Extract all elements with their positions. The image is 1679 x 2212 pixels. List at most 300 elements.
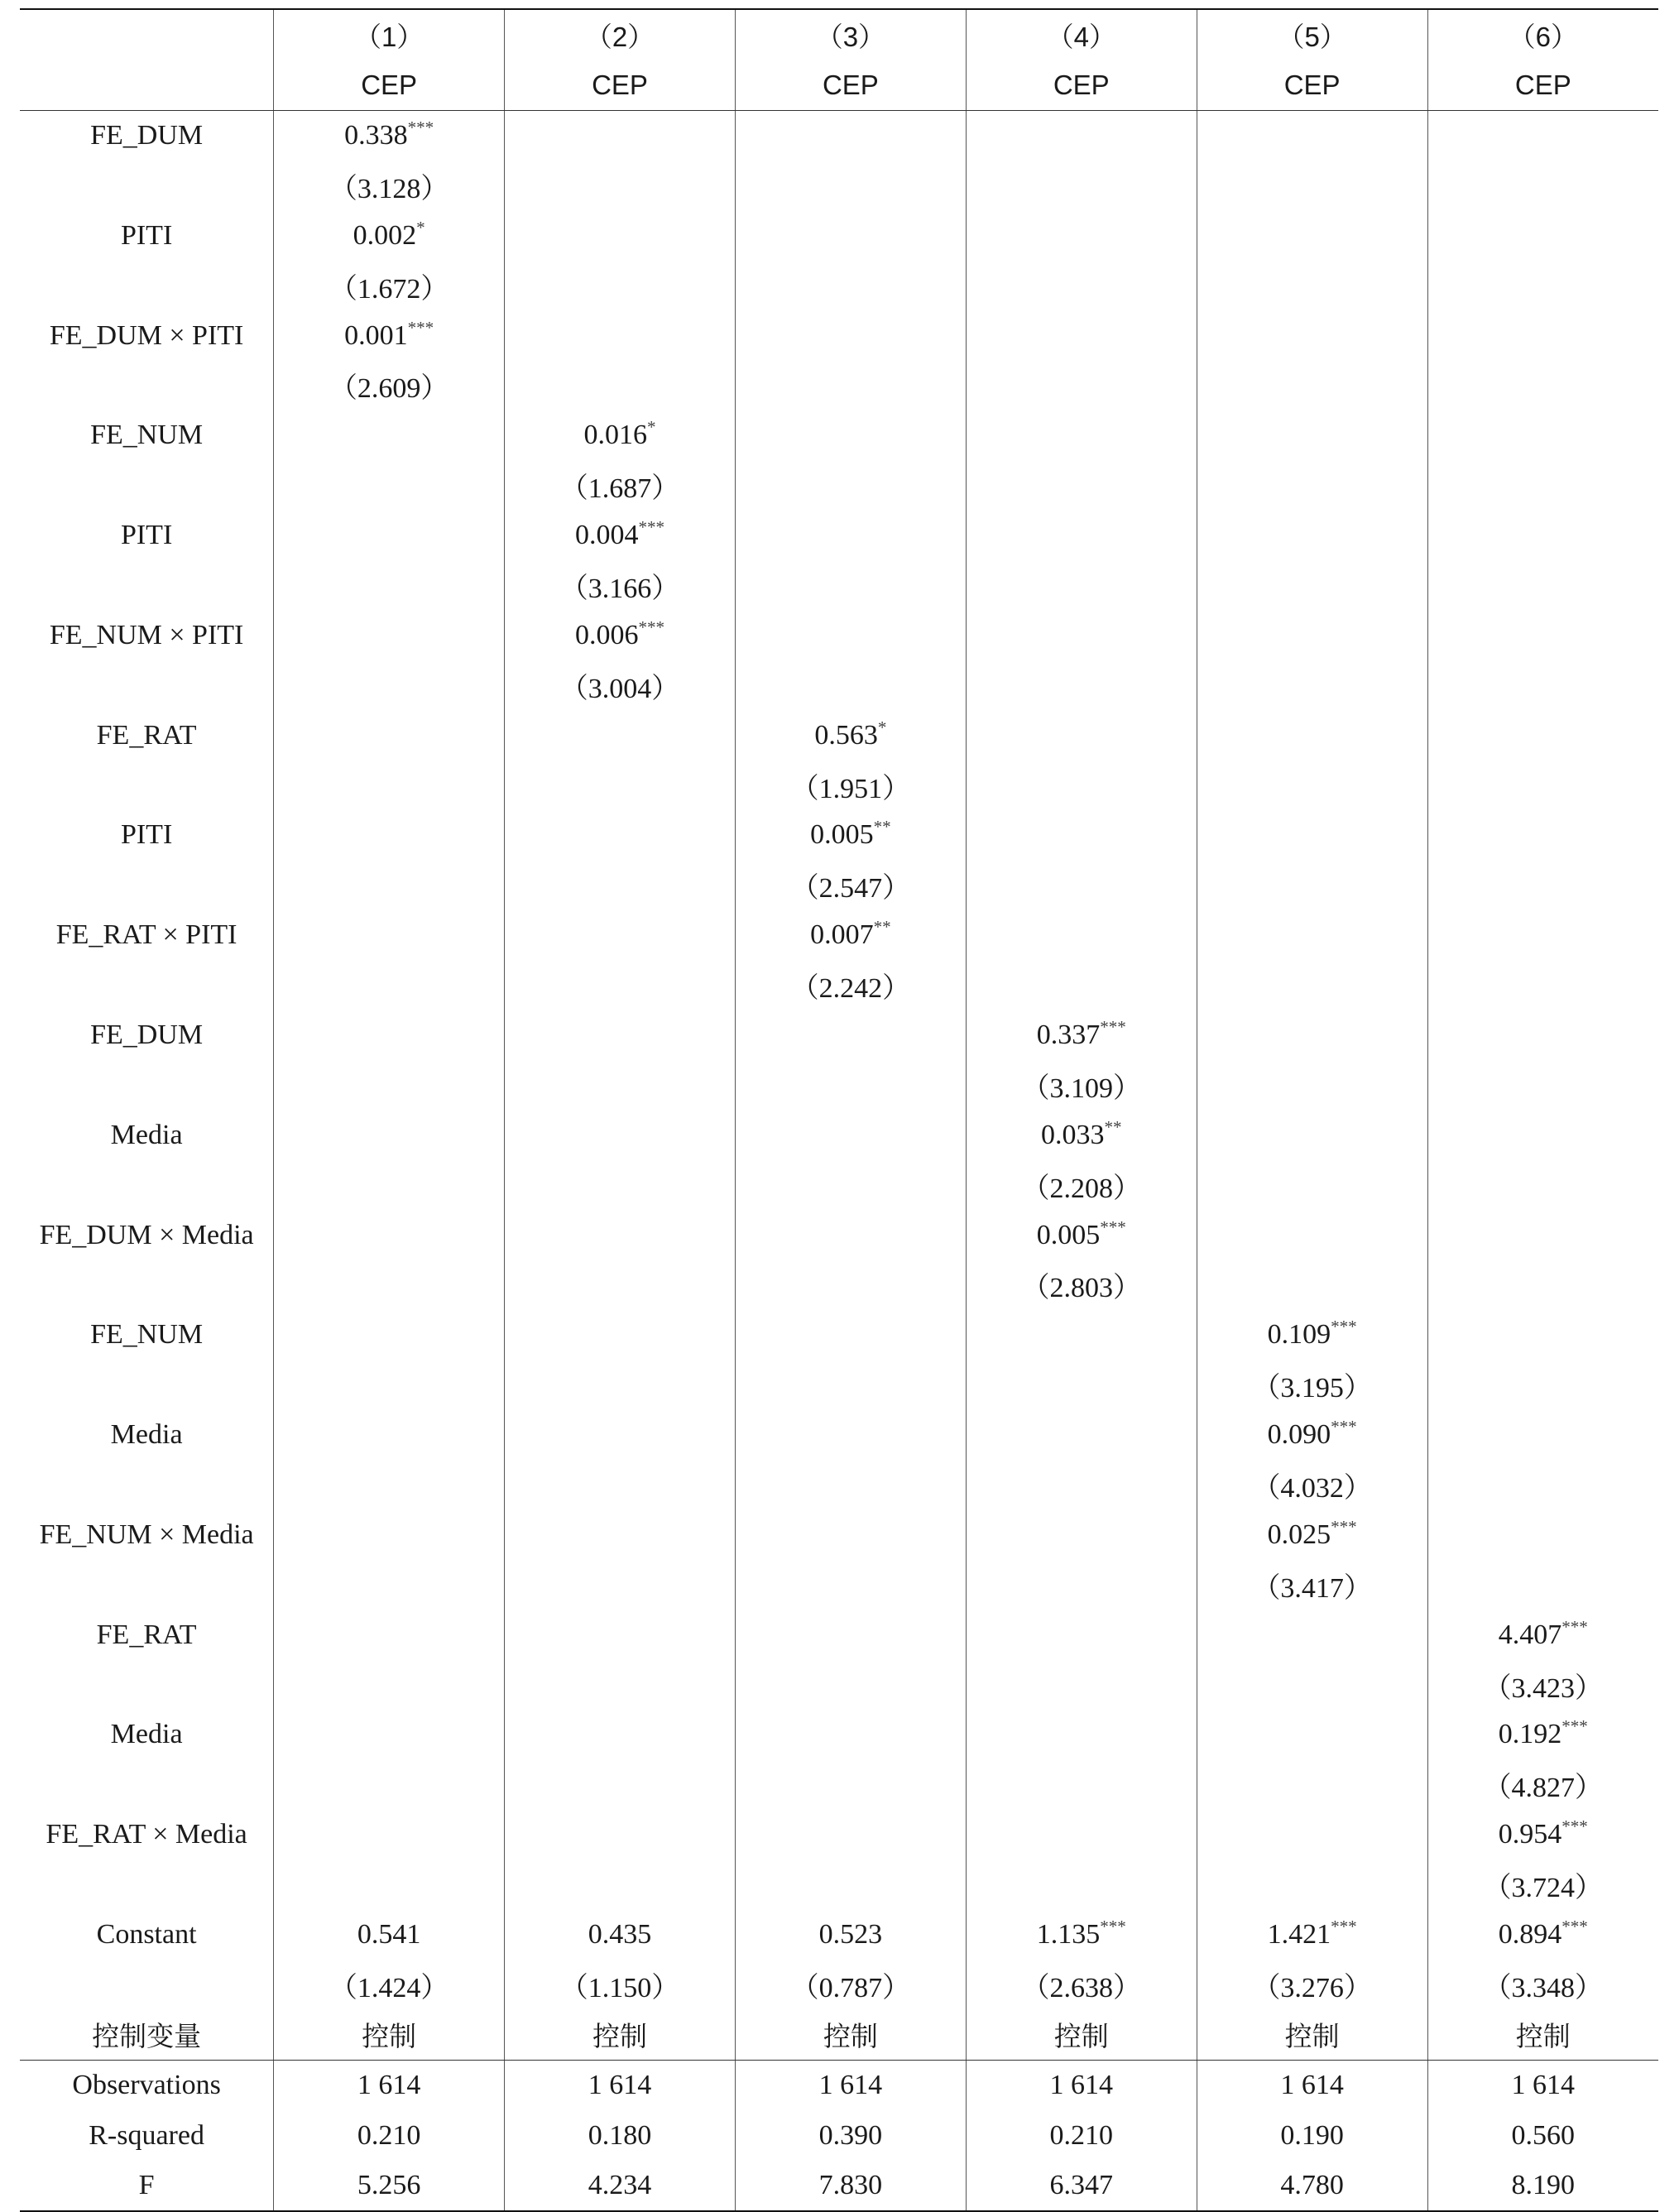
cell-value: 控制 — [1284, 2020, 1340, 2053]
table-cell — [1427, 2061, 1658, 2111]
table-cell — [1197, 611, 1427, 660]
cell-value: 4.407 — [1498, 1619, 1562, 1650]
table-cell — [505, 2061, 736, 2111]
table-cell — [735, 1560, 966, 1610]
table-cell — [1427, 560, 1658, 610]
table-cell — [274, 110, 505, 161]
table-cell — [966, 1710, 1197, 1759]
table-cell — [1427, 710, 1658, 760]
table-cell — [735, 1510, 966, 1560]
cell-value: （1.687） — [559, 473, 680, 505]
table-cell — [735, 1410, 966, 1460]
table-cell — [274, 861, 505, 910]
significance-stars: ** — [1104, 1116, 1122, 1137]
table-cell — [505, 1610, 736, 1660]
cell-value: 0.006 — [574, 619, 639, 650]
table-cell — [1427, 810, 1658, 860]
cell-value: 1 614 — [588, 2070, 652, 2101]
table-cell — [1197, 511, 1427, 560]
table-cell — [966, 1260, 1197, 1310]
table-row — [20, 861, 1658, 910]
dependent-variable: CEP — [274, 60, 505, 110]
table-cell — [1197, 1560, 1427, 1610]
table-cell — [274, 611, 505, 660]
table-cell — [274, 560, 505, 610]
table-cell — [274, 1960, 505, 2009]
table-cell — [966, 560, 1197, 610]
table-cell — [1427, 861, 1658, 910]
table-cell — [1197, 810, 1427, 860]
table-row — [20, 1960, 1658, 2009]
table-cell — [505, 1560, 736, 1610]
table-cell — [1427, 960, 1658, 1010]
table-cell — [1197, 1410, 1427, 1460]
cell-value: （2.547） — [790, 873, 911, 904]
table-cell — [505, 1710, 736, 1759]
table-cell — [1197, 1810, 1427, 1859]
row-label: FE_RAT × Media — [46, 1819, 247, 1850]
table-cell — [1197, 261, 1427, 310]
significance-stars: * — [646, 417, 656, 438]
row-label: FE_NUM × Media — [39, 1519, 254, 1550]
table-cell — [966, 161, 1197, 210]
regression-table-body — [20, 9, 1658, 2211]
cell-value: 0.002 — [353, 219, 417, 251]
table-cell — [1427, 761, 1658, 810]
table-cell — [274, 1859, 505, 1909]
table-cell — [735, 1360, 966, 1410]
table-cell — [274, 261, 505, 310]
significance-stars: * — [416, 217, 425, 238]
table-cell — [1427, 361, 1658, 410]
table-cell — [966, 960, 1197, 1010]
row-label: PITI — [120, 819, 173, 851]
table-cell — [1197, 161, 1427, 210]
table-cell — [966, 1410, 1197, 1460]
significance-stars: *** — [1561, 1716, 1588, 1737]
table-cell — [735, 2161, 966, 2211]
table-cell — [505, 660, 736, 710]
table-cell — [505, 710, 736, 760]
cell-value: 控制 — [1053, 2020, 1109, 2053]
table-cell — [966, 761, 1197, 810]
row-label: Media — [110, 1419, 183, 1451]
table-cell — [505, 960, 736, 1010]
cell-value: 0.192 — [1498, 1719, 1562, 1750]
cell-value: 1 614 — [357, 2070, 421, 2101]
table-cell — [505, 410, 736, 460]
row-label: PITI — [120, 219, 173, 251]
table-cell — [1197, 1310, 1427, 1360]
table-cell — [505, 2161, 736, 2211]
table-cell — [1427, 1160, 1658, 1210]
cell-value: 0.390 — [818, 2119, 883, 2151]
significance-stars: ** — [873, 817, 891, 837]
table-cell — [274, 2010, 505, 2061]
table-cell — [1197, 1160, 1427, 1210]
table-row — [20, 810, 1658, 860]
table-cell — [1197, 1960, 1427, 2009]
cell-value: （1.150） — [559, 1972, 680, 2003]
table-cell — [966, 1610, 1197, 1660]
table-cell — [1427, 310, 1658, 360]
table-cell — [274, 761, 505, 810]
table-cell — [274, 1010, 505, 1060]
table-cell — [505, 810, 736, 860]
table-row — [20, 261, 1658, 310]
table-cell — [735, 611, 966, 660]
table-cell — [735, 1111, 966, 1160]
table-cell — [1197, 1910, 1427, 1960]
table-cell — [274, 310, 505, 360]
cell-value: （1.672） — [329, 273, 449, 305]
table-cell — [1197, 1510, 1427, 1560]
table-row — [20, 1460, 1658, 1509]
table-cell — [1197, 1010, 1427, 1060]
table-cell — [1197, 1111, 1427, 1160]
table-cell — [274, 1510, 505, 1560]
row-label — [20, 1460, 274, 1509]
table-row — [20, 410, 1658, 460]
table-cell — [966, 2061, 1197, 2111]
table-row — [20, 710, 1658, 760]
table-cell — [966, 1360, 1197, 1410]
row-label: Constant — [96, 1919, 197, 1950]
table-cell — [1427, 660, 1658, 710]
cell-value: 1 614 — [1511, 2070, 1576, 2101]
table-cell — [966, 611, 1197, 660]
table-cell — [505, 2010, 736, 2061]
table-cell — [966, 1859, 1197, 1909]
table-row — [20, 1910, 1658, 1960]
cell-value: 0.025 — [1267, 1519, 1331, 1550]
cell-value: 0.563 — [814, 719, 878, 751]
table-cell — [505, 1360, 736, 1410]
table-cell — [1197, 461, 1427, 511]
dependent-variable: CEP — [1197, 60, 1427, 110]
cell-value: 0.090 — [1267, 1419, 1331, 1451]
row-label: F — [20, 2161, 274, 2211]
cell-value: （3.004） — [559, 673, 680, 704]
cell-value: 0.180 — [588, 2119, 652, 2151]
header-row-dependent-variable — [20, 60, 1658, 110]
significance-stars: *** — [1100, 1016, 1126, 1037]
table-cell — [274, 810, 505, 860]
table-cell — [505, 611, 736, 660]
cell-value: （3.109） — [1021, 1072, 1142, 1104]
significance-stars: *** — [1100, 1916, 1126, 1936]
table-row — [20, 1111, 1658, 1160]
cell-value: 1 614 — [818, 2070, 883, 2101]
table-cell — [274, 960, 505, 1010]
cell-value: 1.421 — [1267, 1919, 1331, 1950]
cell-value: 1 614 — [1280, 2070, 1344, 2101]
table-cell — [1427, 1560, 1658, 1610]
table-cell — [274, 1260, 505, 1310]
significance-stars: *** — [1561, 1616, 1588, 1637]
table-cell — [966, 1760, 1197, 1810]
significance-stars: *** — [638, 517, 665, 538]
table-cell — [274, 461, 505, 511]
cell-value: 4.234 — [588, 2169, 652, 2200]
table-cell — [735, 1610, 966, 1660]
table-cell — [1197, 1859, 1427, 1909]
table-cell — [1197, 2010, 1427, 2061]
table-cell — [1197, 2161, 1427, 2211]
table-row — [20, 1760, 1658, 1810]
table-row — [20, 361, 1658, 410]
table-cell — [1197, 660, 1427, 710]
table-cell — [1197, 1710, 1427, 1759]
table-cell — [966, 2110, 1197, 2160]
table-cell — [1197, 361, 1427, 410]
dependent-variable: CEP — [735, 60, 966, 110]
table-row — [20, 1210, 1658, 1260]
row-label: 控制变量 — [20, 2010, 274, 2061]
dependent-variable: CEP — [505, 60, 736, 110]
table-cell — [735, 960, 966, 1010]
cell-value: （3.417） — [1252, 1572, 1372, 1604]
table-cell — [1427, 410, 1658, 460]
table-cell — [735, 1160, 966, 1210]
dependent-variable: CEP — [1427, 60, 1658, 110]
table-cell — [1427, 1010, 1658, 1060]
table-cell — [505, 211, 736, 261]
table-cell — [1427, 110, 1658, 161]
table-cell — [274, 1210, 505, 1260]
table-cell — [735, 1859, 966, 1909]
table-cell — [505, 1310, 736, 1360]
cell-value: （3.195） — [1252, 1373, 1372, 1404]
table-cell — [1427, 1810, 1658, 1859]
table-row — [20, 1810, 1658, 1859]
row-label: Media — [110, 1119, 183, 1150]
table-cell — [274, 1111, 505, 1160]
row-label — [20, 761, 274, 810]
table-cell — [505, 761, 736, 810]
table-cell — [735, 761, 966, 810]
table-cell — [274, 1360, 505, 1410]
table-cell — [735, 1910, 966, 1960]
table-cell — [505, 1260, 736, 1310]
row-label — [20, 960, 274, 1010]
table-row — [20, 960, 1658, 1010]
column-number: （2） — [505, 9, 736, 60]
table-cell — [1427, 2010, 1658, 2061]
cell-value: 0.894 — [1498, 1919, 1562, 1950]
table-cell — [735, 1660, 966, 1710]
table-cell — [1197, 310, 1427, 360]
table-cell — [735, 361, 966, 410]
cell-value: 1.135 — [1036, 1919, 1101, 1950]
row-label — [20, 1560, 274, 1610]
cell-value: 0.016 — [583, 420, 647, 451]
column-number: （1） — [274, 9, 505, 60]
table-cell — [505, 1910, 736, 1960]
row-label: FE_NUM × PITI — [49, 619, 244, 650]
table-cell — [1197, 1260, 1427, 1310]
significance-stars: *** — [638, 617, 665, 637]
cell-value: 0.004 — [574, 520, 639, 551]
table-cell — [1427, 1410, 1658, 1460]
table-cell — [1427, 1310, 1658, 1360]
cell-value: 0.033 — [1040, 1119, 1105, 1150]
table-cell — [735, 1760, 966, 1810]
table-cell — [274, 1610, 505, 1660]
table-cell — [735, 810, 966, 860]
table-cell — [735, 310, 966, 360]
table-cell — [1197, 410, 1427, 460]
table-cell — [966, 910, 1197, 960]
table-cell — [505, 1460, 736, 1509]
table-cell — [505, 1960, 736, 2009]
table-row — [20, 611, 1658, 660]
table-cell — [735, 211, 966, 261]
table-cell — [735, 2110, 966, 2160]
table-cell — [274, 1310, 505, 1360]
table-row — [20, 2110, 1658, 2160]
row-label — [20, 1960, 274, 2009]
table-cell — [274, 1060, 505, 1110]
table-cell — [274, 2110, 505, 2160]
table-cell — [966, 1910, 1197, 1960]
table-cell — [274, 410, 505, 460]
table-row — [20, 1060, 1658, 1110]
cell-value: （3.276） — [1252, 1972, 1372, 2003]
row-label — [20, 261, 274, 310]
row-label: FE_DUM × Media — [39, 1219, 254, 1250]
table-cell — [1197, 1210, 1427, 1260]
cell-value: 0.337 — [1036, 1020, 1101, 1050]
table-row — [20, 1560, 1658, 1610]
table-cell — [1427, 1610, 1658, 1660]
cell-value: （2.638） — [1021, 1972, 1142, 2003]
table-cell — [1197, 761, 1427, 810]
row-label: R-squared — [89, 2119, 204, 2151]
significance-stars: *** — [407, 117, 434, 137]
table-cell — [1197, 1360, 1427, 1410]
cell-value: 4.780 — [1280, 2169, 1344, 2200]
table-cell — [274, 211, 505, 261]
table-cell — [1427, 2161, 1658, 2211]
table-cell — [966, 1960, 1197, 2009]
table-cell — [966, 1160, 1197, 1210]
table-cell — [735, 1310, 966, 1360]
table-row — [20, 1859, 1658, 1909]
table-row — [20, 461, 1658, 511]
table-row — [20, 1660, 1658, 1710]
table-cell — [505, 310, 736, 360]
table-cell — [1197, 1060, 1427, 1110]
table-cell — [1197, 910, 1427, 960]
table-row — [20, 2161, 1658, 2211]
table-cell — [505, 910, 736, 960]
table-cell — [505, 110, 736, 161]
column-number: （5） — [1197, 9, 1427, 60]
significance-stars: *** — [1331, 1916, 1357, 1936]
table-cell — [1197, 710, 1427, 760]
table-cell — [966, 1660, 1197, 1710]
table-cell — [274, 660, 505, 710]
table-cell — [274, 1560, 505, 1610]
row-label: Observations — [72, 2070, 221, 2101]
table-cell — [1427, 1260, 1658, 1310]
cell-value: （3.348） — [1483, 1972, 1604, 2003]
significance-stars: * — [877, 717, 887, 737]
table-cell — [966, 1460, 1197, 1509]
table-cell — [735, 261, 966, 310]
table-cell — [966, 1810, 1197, 1859]
row-label: FE_DUM × PITI — [49, 319, 244, 351]
row-label: FE_DUM — [90, 1020, 204, 1050]
table-cell — [735, 461, 966, 511]
table-cell — [274, 511, 505, 560]
table-cell — [735, 1260, 966, 1310]
header-corner — [20, 9, 274, 60]
cell-value: 0.954 — [1498, 1819, 1562, 1850]
table-cell — [735, 660, 966, 710]
column-number: （4） — [966, 9, 1197, 60]
table-cell — [1427, 461, 1658, 511]
table-cell — [966, 110, 1197, 161]
cell-value: 0.541 — [357, 1919, 421, 1950]
table-row — [20, 2061, 1658, 2111]
table-cell — [1427, 1910, 1658, 1960]
table-cell — [1427, 1510, 1658, 1560]
cell-value: 控制 — [362, 2020, 417, 2053]
table-cell — [735, 710, 966, 760]
table-row — [20, 161, 1658, 210]
table-cell — [274, 710, 505, 760]
cell-value: （3.166） — [559, 573, 680, 604]
table-cell — [274, 910, 505, 960]
table-cell — [274, 2061, 505, 2111]
table-cell — [1427, 1660, 1658, 1710]
cell-value: 0.560 — [1511, 2119, 1576, 2151]
table-cell — [966, 810, 1197, 860]
table-cell — [274, 1760, 505, 1810]
row-label: FE_RAT × PITI — [55, 919, 237, 951]
row-label — [20, 1859, 274, 1909]
table-cell — [966, 660, 1197, 710]
table-cell — [735, 161, 966, 210]
table-row — [20, 1510, 1658, 1560]
table-cell — [1427, 211, 1658, 261]
table-cell — [1197, 861, 1427, 910]
row-label: FE_RAT — [96, 1619, 197, 1650]
table-cell — [735, 1710, 966, 1759]
row-label — [20, 161, 274, 210]
table-cell — [735, 410, 966, 460]
table-cell — [1427, 511, 1658, 560]
table-cell — [735, 1060, 966, 1110]
cell-value: （1.424） — [329, 1972, 449, 2003]
table-row — [20, 1710, 1658, 1759]
cell-value: 控制 — [823, 2020, 878, 2053]
table-cell — [1427, 2110, 1658, 2160]
table-cell — [274, 1660, 505, 1710]
cell-value: （3.724） — [1483, 1873, 1604, 1904]
table-cell — [274, 161, 505, 210]
table-cell — [274, 2161, 505, 2211]
table-cell — [735, 1010, 966, 1060]
row-label: Media — [110, 1719, 183, 1750]
table-cell — [1197, 2110, 1427, 2160]
significance-stars: *** — [1561, 1916, 1588, 1936]
row-label — [20, 1060, 274, 1110]
table-cell — [966, 511, 1197, 560]
cell-value: （3.423） — [1483, 1672, 1604, 1704]
